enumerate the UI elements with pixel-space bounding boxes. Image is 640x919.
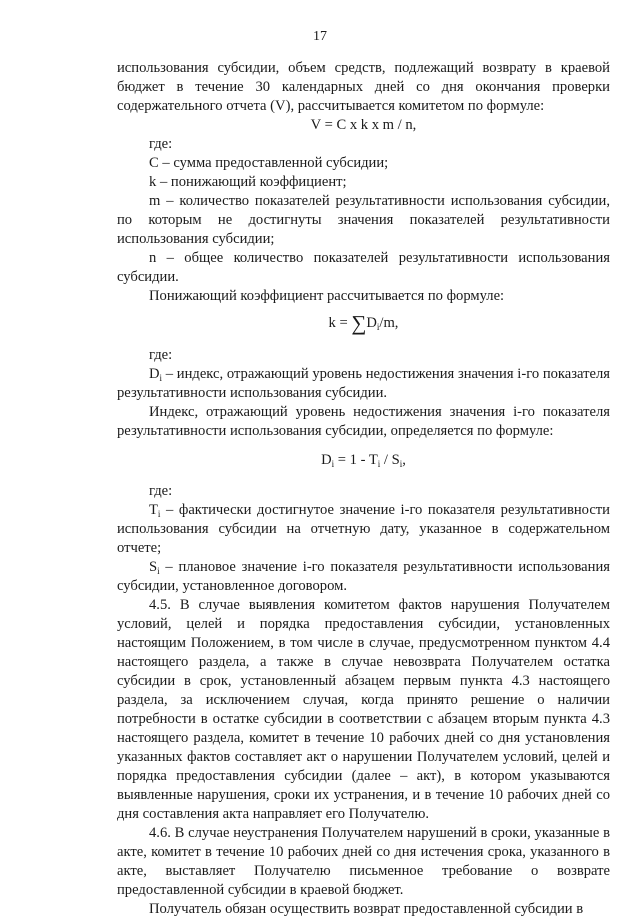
definition-n: n – общее количество показателей результативности использования субсидии. xyxy=(117,250,610,285)
definition-si: $S_i$ – плановое значение i-го показателя результативности использования субсидии, установленное договором. xyxy=(117,559,610,594)
where-label: где: xyxy=(149,347,173,363)
definition-di: $D_i$ – индекс, отражающий уровень недостижения значения i-го показателя результативности использования субсидии. xyxy=(117,366,610,401)
where-label: где: xyxy=(149,136,173,152)
definition-ti: $T_i$ – фактически достигнутое значение i-го показателя результативности использования субсидии на отчетную дату, указанное в содержательном отчете; xyxy=(117,502,610,556)
formula-v: V = C x k x m / n, xyxy=(310,117,417,133)
formula-d: $D_i = 1 - T_i / S_i$, xyxy=(321,452,406,469)
coefficient-intro: Понижающий коэффициент рассчитывается по формуле: xyxy=(149,288,505,304)
index-intro: Индекс, отражающий уровень недостижения значения i-го показателя результативности использования субсидии, определяется по формуле: xyxy=(117,404,610,439)
document-body xyxy=(117,59,610,919)
paragraph-recipient-obligation: Получатель обязан осуществить возврат предоставленной субсидии в xyxy=(149,901,584,917)
clause-4-5: 4.5. В случае выявления комитетом фактов нарушения Получателем условий, целей и порядка предоставления субсидии, установленных настоящим Положением, в том числе в случае, предусмотренном пунктом 4.4 настоящего раздела, а также в случае невозврата Получателем остатка субсидии в срок, установленный абзацем первым пункта 4.3 настоящего раздела, за исключением случая, когда принято решение о наличии потребности в остатке субсидии в соответствии с абзацем вторым пункта 4.3 настоящего раздела, комитет в течение 10 рабочих дней со дня установления указанных фактов составляет акт о нарушении Получателем условий, целей и порядка предоставления субсидии (далее – акт), в котором указываются выявленные нарушения, сроки их устранения, и в течение 10 рабочих дней со дня составления акта направляет его Получателю. xyxy=(117,597,610,822)
paragraph-continuation: использования субсидии, объем средств, подлежащий возврату в краевой бюджет в течение 30 календарных дней со дня окончания проверки содержательного отчета (V), рассчитывается комитетом по формуле: xyxy=(117,60,610,114)
clause-4-6: 4.6. В случае неустранения Получателем нарушений в сроки, указанные в акте, комитет в течение 10 рабочих дней со дня истечения срока, указанного в акте, выставляет Получателю письменное требование о возврате предоставленной субсидии в краевой бюджет. xyxy=(117,825,610,898)
definition-c: C – сумма предоставленной субсидии; xyxy=(149,155,389,171)
sum-symbol: ∑ xyxy=(351,311,367,335)
definition-m: m – количество показателей результативности использования субсидии, по которым не достигнуты значения показателей результативности использования субсидии; xyxy=(117,193,610,247)
definition-k: k – понижающий коэффициент; xyxy=(149,174,347,190)
page-number: 17 xyxy=(313,29,327,44)
formula-k: $k = \sum D_i/m$, xyxy=(328,311,399,335)
where-label: где: xyxy=(149,483,173,499)
